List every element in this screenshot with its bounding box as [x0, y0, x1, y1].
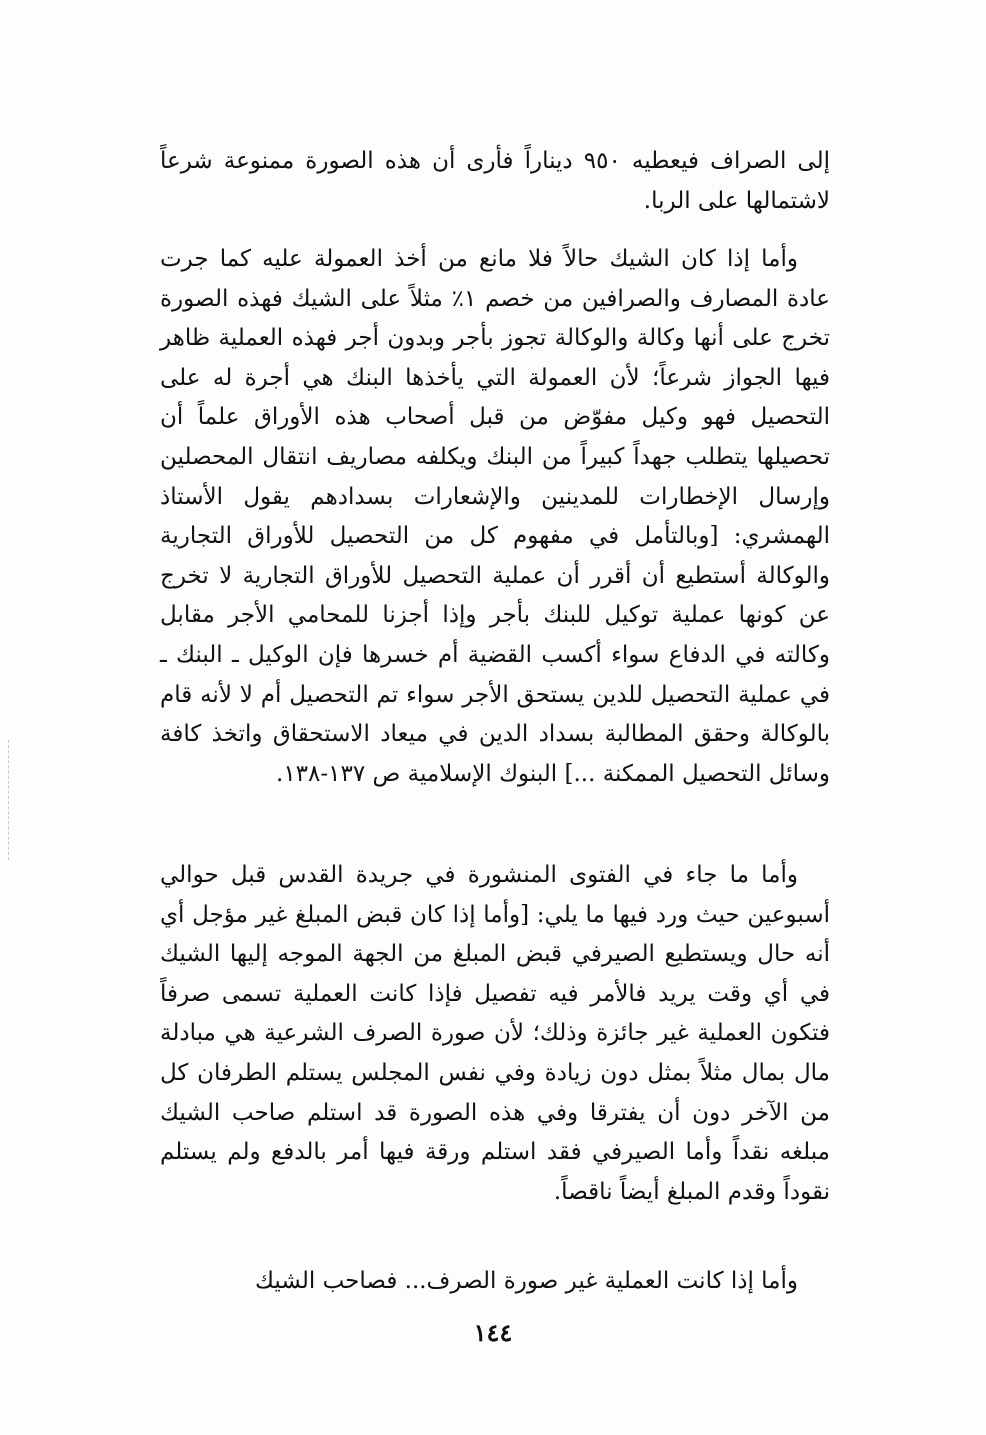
paragraph-4: وأما إذا كانت العملية غير صورة الصرف... فصاحب الشيك — [255, 1268, 798, 1294]
paragraph-3: وأما ما جاء في الفتوى المنشورة في جريدة القدس قبل حوالي أسبوعين حيث ورد فيها ما يلي: [وأما إذا كان قبض المبلغ غير مؤجل أي أنه حال ويستطيع الصيرفي قبض المبلغ من الجهة الموجه إليها الشيك في أي وقت يريد فالأمر فيه تفصيل فإذا كانت العملية تسمى صرفاً فتكون العملية غير جائزة وذلك؛ لأن صورة الصرف الشرعية هي مبادلة مال بمال مثلاً بمثل دون زيادة وفي نفس المجلس يستلم الطرفان كل من الآخر دون أن يفترقا وفي هذه الصورة قد استلم صاحب الشيك مبلغه نقداً وأما الصيرفي فقد استلم ورقة فيها أمر بالدفع ولم يستلم نقوداً وقدم المبلغ أيضاً ناقصاً. — [160, 862, 830, 1205]
scan-edge-mark — [8, 740, 11, 860]
page-number: ١٤٤ — [473, 1318, 513, 1347]
paragraph-1: إلى الصراف فيعطيه ٩٥٠ ديناراً فأرى أن هذه الصورة ممنوعة شرعاً لاشتمالها على الربا. — [160, 148, 831, 214]
paragraph-2: وأما إذا كان الشيك حالاً فلا مانع من أخذ العمولة عليه كما جرت عادة المصارف والصرافين من خصم ١٪ مثلاً على الشيك فهذه الصورة تخرج على أنها وكالة والوكالة تجوز بأجر وبدون أجر فهذه العملية ظاهر فيها الجواز شرعاً؛ لأن العمولة التي يأخذها البنك هي أجرة له على التحصيل فهو وكيل مفوّض من قبل أصحاب هذه الأوراق علماً أن تحصيلها يتطلب جهداً كبيراً من البنك ويكلفه مصاريف انتقال المحصلين وإرسال الإخطارات للمدينين والإشعارات بسدادهم يقول الأستاذ الهمشري: [وبالتأمل في مفهوم كل من التحصيل للأوراق التجارية والوكالة أستطيع أن أقرر أن عملية التحصيل للأوراق التجارية لا تخرج عن كونها عملية توكيل للبنك بأجر وإذا أجزنا للمحامي الأجر مقابل وكالته في الدفاع سواء أكسب القضية أم خسرها فإن الوكيل ـ البنك ـ في عملية التحصيل للدين يستحق الأجر سواء تم التحصيل أم لا لأنه قام بالوكالة وحقق المطالبة بسداد الدين في ميعاد الاستحقاق واتخذ كافة وسائل التحصيل الممكنة ...] البنوك الإسلامية ص ١٣٧-١٣٨. — [160, 246, 830, 787]
